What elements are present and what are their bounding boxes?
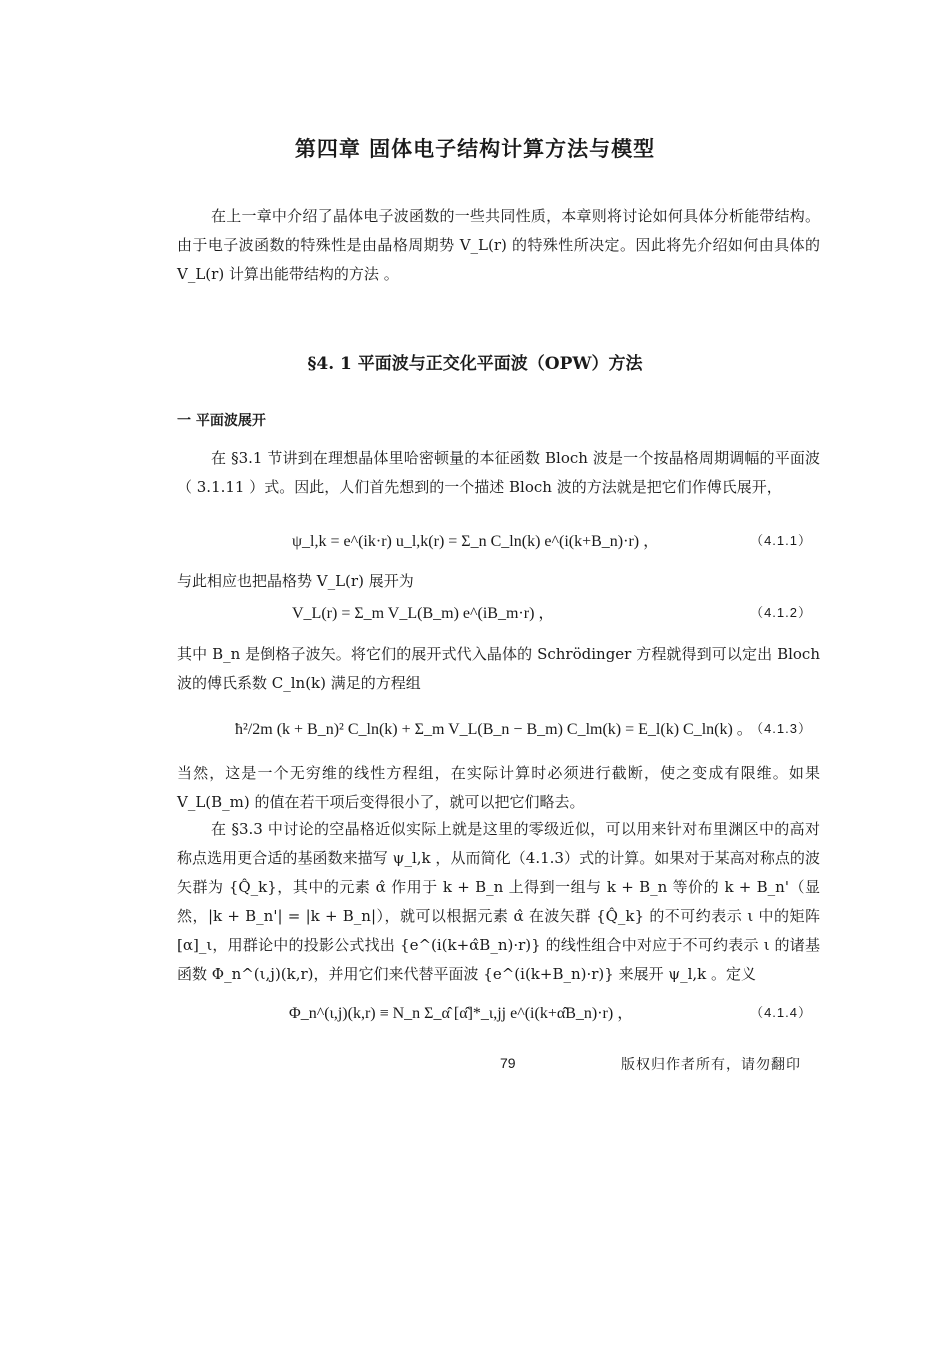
paragraph-4: 当然，这是一个无穷维的线性方程组，在实际计算时必须进行截断，使之变成有限维。如果 V_L(B_m) 的值在若干项后变得很小了，就可以把它们略去。 (177, 764, 820, 811)
paragraph-3: 其中 B_n 是倒格子波矢。将它们的展开式代入晶体的 Schrödinger 方程就得到可以定出 Bloch 波的傅氏系数 C_ln(k) 满足的方程组 (177, 645, 820, 692)
copyright-notice: 版权归作者所有，请勿翻印 (621, 1057, 801, 1073)
equation-number: （4.1.4） (750, 1005, 812, 1020)
equation-formula: ψ_l,k = e^(ik·r) u_l,k(r) = Σ_n C_ln(k) e^(i(k+B_n)·r) ， (292, 533, 660, 550)
equation-number: （4.1.1） (750, 533, 812, 548)
subsection-title: 一 平面波展开 (177, 413, 266, 429)
equation-number: （4.1.2） (750, 605, 812, 620)
paragraph-2: 与此相应也把晶格势 V_L(r) 展开为 (177, 572, 414, 590)
page-number: 79 (500, 1055, 516, 1071)
equation-4-1-2 (177, 600, 820, 634)
equation-4-1-1 (177, 528, 820, 562)
equation-formula: Φ_n^(ι,j)(k,r) ≡ N_n Σ_α̂ [α̂]*_ι,jj e^(i(k+α̂B_n)·r) ， (289, 1005, 634, 1022)
chapter-title: 第四章 固体电子结构计算方法与模型 (294, 136, 656, 161)
paragraph-5: 在 §3.3 中讨论的空晶格近似实际上就是这里的零级近似，可以用来针对布里渊区中的高对称点选用更合适的基函数来描写 ψ_l,k ，从而简化（4.1.3）式的计算。如果对于某高对称点的波矢群为 {Q̂_k}，其中的元素 α̂ 作用于 k + B_n 上得到一组与 k + B_n 等价的 k + B_n'（显然，|k + B_n'| = |k + B_n|），就可以根据元素 α̂ 在波矢群 {Q̂_k} 的不可约表示 ι 中的矩阵 [α]_ι，用群论中的投影公式找出 {e^(i(k+α̂B_n)·r)} 的线性组合中对应于不可约表示 ι 的诸基函数 Φ_n^(ι,j)(k,r)，并用它们来代替平面波 {e^(i(k+B_n)·r)} 来展开 ψ_l,k 。定义 (177, 820, 820, 983)
section-title: §4. 1 平面波与正交化平面波（OPW）方法 (307, 354, 643, 374)
equation-4-1-4 (177, 1000, 820, 1034)
equation-formula: V_L(r) = Σ_m V_L(B_m) e^(iB_m·r) ， (292, 605, 555, 622)
paragraph-1: 在 §3.1 节讲到在理想晶体里哈密顿量的本征函数 Bloch 波是一个按晶格周期调幅的平面波（ 3.1.11 ）式。因此，人们首先想到的一个描述 Bloch 波的方法就是把它们作傅氏展开， (177, 449, 820, 496)
equation-formula: ħ²/2m (k + B_n)² C_ln(k) + Σ_m V_L(B_n − B_m) C_lm(k) = E_l(k) C_ln(k) 。 (235, 721, 753, 738)
equation-number: （4.1.3） (750, 721, 812, 736)
intro-paragraph: 在上一章中介绍了晶体电子波函数的一些共同性质，本章则将讨论如何具体分析能带结构。由于电子波函数的特殊性是由晶格周期势 V_L(r) 的特殊性所决定。因此将先介绍如何由具体的 V_L(r) 计算出能带结构的方法 。 (177, 207, 820, 283)
equation-4-1-3 (177, 716, 820, 750)
